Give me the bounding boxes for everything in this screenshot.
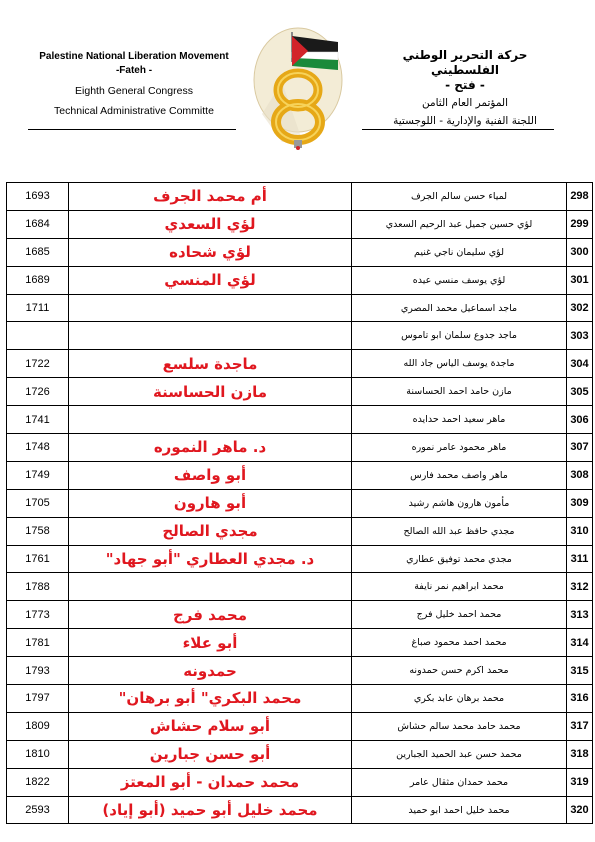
member-full-name: مجدي حافظ عبد الله الصالح [352,517,567,545]
member-nickname: محمد البكري" أبو برهان" [69,685,352,713]
row-number: 304 [567,350,593,378]
members-table-body [7,183,593,824]
member-nickname [69,294,352,322]
org-name-ar: حركة التحرير الوطني الفلسطيني [402,48,528,77]
row-number: 302 [567,294,593,322]
member-full-name: محمد برهان عابد بكري [352,685,567,713]
row-number: 315 [567,657,593,685]
member-nickname: مازن الحساسنة [69,378,352,406]
table-row [7,545,593,573]
row-number: 306 [567,406,593,434]
member-code: 1749 [7,461,69,489]
table-row [7,573,593,601]
member-code: 1726 [7,378,69,406]
table-row [7,712,593,740]
table-row [7,489,593,517]
table-row [7,768,593,796]
table-row [7,322,593,350]
row-number: 320 [567,796,593,824]
member-code: 1693 [7,183,69,211]
member-nickname: ماجدة سلسع [69,350,352,378]
table-row [7,210,593,238]
member-full-name: محمد خليل احمد ابو حميد [352,796,567,824]
member-nickname: محمد خليل أبو حميد (أبو إياد) [69,796,352,824]
member-code: 1722 [7,350,69,378]
member-nickname [69,573,352,601]
member-code: 1788 [7,573,69,601]
member-code: 1758 [7,517,69,545]
member-nickname [69,406,352,434]
member-nickname [69,322,352,350]
member-nickname: أبو واصف [69,461,352,489]
members-table [6,182,593,824]
member-nickname: محمد فرج [69,601,352,629]
member-full-name: محمد احمد خليل فرج [352,601,567,629]
member-code [7,322,69,350]
org-short-ar: - فتح - [445,78,485,92]
member-nickname: د. ماهر النموره [69,434,352,462]
member-code: 2593 [7,796,69,824]
committee-ar: اللجنة الفنية والإدارية - اللوجستية [393,115,537,127]
member-nickname: أبو حسن جبارين [69,740,352,768]
header-english [28,50,240,118]
org-short-en: -Fateh - [115,65,153,76]
member-code: 1705 [7,489,69,517]
row-number: 299 [567,210,593,238]
member-full-name: ماهر محمود عامر نموره [352,434,567,462]
committee-en: Technical Administrative Committe [54,105,214,117]
member-full-name: محمد ابراهيم نمر نايفة [352,573,567,601]
member-full-name: محمد احمد محمود صباغ [352,629,567,657]
row-number: 316 [567,685,593,713]
row-number: 310 [567,517,593,545]
member-code: 1689 [7,266,69,294]
member-code: 1684 [7,210,69,238]
congress-logo [246,22,350,150]
member-full-name: مازن حامد احمد الحساسنة [352,378,567,406]
member-full-name: محمد حامد محمد سالم حشاش [352,712,567,740]
header-rule-left [28,129,236,130]
member-full-name: لؤي سليمان ناجي غنيم [352,238,567,266]
member-full-name: ماجد اسماعيل محمد المصري [352,294,567,322]
table-row [7,238,593,266]
table-row [7,350,593,378]
header-rule-right [362,129,554,130]
header-arabic [375,48,555,129]
member-full-name: لؤي يوسف منسي عيده [352,266,567,294]
table-row [7,294,593,322]
table-row [7,657,593,685]
table-row [7,378,593,406]
member-full-name: لمياء حسن سالم الجرف [352,183,567,211]
row-number: 305 [567,378,593,406]
member-code: 1711 [7,294,69,322]
member-full-name: لؤي حسين جميل عبد الرحيم السعدي [352,210,567,238]
member-full-name: ماهر سعيد احمد حدايده [352,406,567,434]
member-full-name: مجدي محمد توفيق عطاري [352,545,567,573]
row-number: 309 [567,489,593,517]
row-number: 317 [567,712,593,740]
member-nickname: أبو علاء [69,629,352,657]
table-row [7,796,593,824]
member-nickname: مجدي الصالح [69,517,352,545]
row-number: 311 [567,545,593,573]
member-full-name: ماجدة يوسف الياس جاد الله [352,350,567,378]
row-number: 307 [567,434,593,462]
table-row [7,406,593,434]
row-number: 300 [567,238,593,266]
member-nickname: أم محمد الجرف [69,183,352,211]
row-number: 314 [567,629,593,657]
table-row [7,461,593,489]
member-nickname: د. مجدي العطاري "أبو جهاد" [69,545,352,573]
table-row [7,266,593,294]
member-full-name: محمد اكرم حسن حمدونه [352,657,567,685]
member-code: 1797 [7,685,69,713]
row-number: 308 [567,461,593,489]
row-number: 313 [567,601,593,629]
member-nickname: لؤي المنسي [69,266,352,294]
row-number: 301 [567,266,593,294]
row-number: 318 [567,740,593,768]
member-nickname: حمدونه [69,657,352,685]
member-code: 1685 [7,238,69,266]
member-full-name: محمد حمدان مثقال عامر [352,768,567,796]
member-nickname: محمد حمدان - أبو المعتز [69,768,352,796]
member-code: 1741 [7,406,69,434]
member-code: 1773 [7,601,69,629]
table-row [7,601,593,629]
table-row [7,183,593,211]
member-code: 1781 [7,629,69,657]
table-row [7,434,593,462]
member-code: 1822 [7,768,69,796]
org-name-en: Palestine National Liberation Movement [39,51,229,62]
congress-ar: المؤتمر العام الثامن [421,97,509,109]
row-number: 303 [567,322,593,350]
member-code: 1748 [7,434,69,462]
member-code: 1810 [7,740,69,768]
table-row [7,629,593,657]
member-full-name: مأمون هارون هاشم رشيد [352,489,567,517]
member-code: 1809 [7,712,69,740]
congress-en: Eighth General Congress [75,85,193,97]
member-code: 1793 [7,657,69,685]
table-row [7,685,593,713]
member-full-name: ماجد جدوع سلمان ابو تاموس [352,322,567,350]
member-nickname: أبو هارون [69,489,352,517]
table-row [7,517,593,545]
member-full-name: محمد حسن عبد الحميد الجبارين [352,740,567,768]
member-code: 1761 [7,545,69,573]
row-number: 312 [567,573,593,601]
member-full-name: ماهر واصف محمد فارس [352,461,567,489]
member-nickname: أبو سلام حشاش [69,712,352,740]
member-nickname: لؤي شحاده [69,238,352,266]
table-row [7,740,593,768]
row-number: 298 [567,183,593,211]
row-number: 319 [567,768,593,796]
member-nickname: لؤي السعدي [69,210,352,238]
